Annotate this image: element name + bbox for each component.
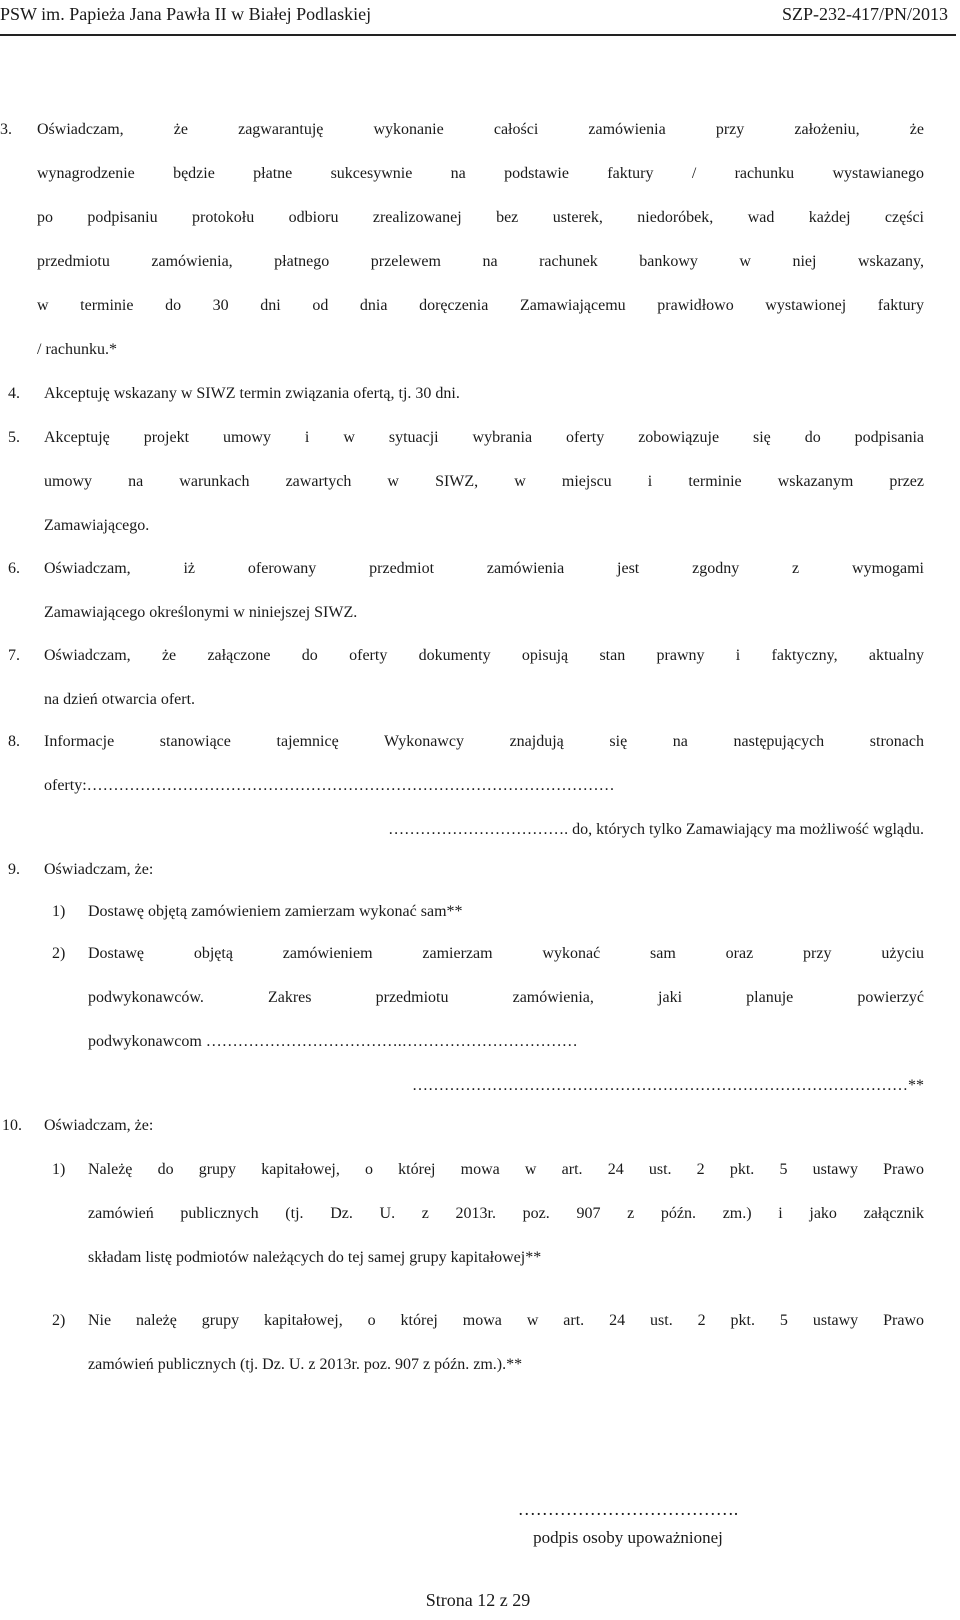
text-line: Należę do grupy kapitałowej, o której mowa w art. 24 ust. 2 pkt. 5 ustawy Prawo	[88, 1161, 924, 1178]
text-line: Informacje stanowiące tajemnicę Wykonawcy znajdują się na następujących stronach	[44, 733, 924, 750]
paragraph-body	[44, 634, 924, 722]
text-line: Oświadczam, że zagwarantuję wykonanie całości zamówienia przy założeniu, że	[37, 121, 924, 138]
text-line: podwykonawcom ……………………………….……………………………	[88, 1033, 578, 1050]
paragraph-number: 8.	[8, 733, 20, 750]
text-line: Oświadczam, że:	[44, 1117, 154, 1134]
paragraph-number: 6.	[8, 560, 20, 577]
subitem-number: 1)	[52, 1161, 66, 1178]
text-line: Oświadczam, że załączone do oferty dokumenty opisują stan prawny i faktyczny, aktualny	[44, 647, 924, 664]
header-reference: SZP-232-417/PN/2013	[781, 4, 948, 24]
subitem-number: 2)	[52, 1312, 66, 1329]
text-line: po podpisaniu protokołu odbioru zrealizowanej bez usterek, niedoróbek, wad każdej części	[37, 209, 924, 226]
paragraph-number: 7.	[8, 647, 20, 664]
paragraph-body	[44, 720, 924, 852]
signature-block	[408, 1495, 848, 1553]
paragraph-number: 10.	[2, 1117, 22, 1134]
page-number: Strona 12 z 29	[425, 1590, 531, 1610]
text-line: w terminie do 30 dni od dnia doręczenia Zamawiającemu prawidłowo wystawionej faktury	[37, 297, 924, 314]
paragraph-number: 3.	[0, 121, 12, 138]
text-line: Oświadczam, iż oferowany przedmiot zamówienia jest zgodny z wymogami	[44, 560, 924, 577]
text-line: Dostawę objętą zamówieniem zamierzam wykonać sam oraz przy użyciu	[88, 945, 924, 962]
signature-line: ……………………………….	[517, 1499, 739, 1519]
text-line: ……………………………. do, których tylko Zamawiający ma możliwość wglądu.	[388, 821, 924, 838]
subitem-number: 2)	[52, 945, 66, 962]
text-line: Nie należę grupy kapitałowej, o której mowa w art. 24 ust. 2 pkt. 5 ustawy Prawo	[88, 1312, 924, 1329]
subitem-body	[88, 890, 924, 934]
text-line: umowy na warunkach zawartych w SIWZ, w miejscu i terminie wskazanym przez	[44, 473, 924, 490]
paragraph-body	[44, 1104, 924, 1148]
paragraph-body	[44, 848, 924, 892]
text-line: Akceptuję wskazany w SIWZ termin związania ofertą, tj. 30 dni.	[44, 385, 460, 402]
paragraph-body	[44, 416, 924, 548]
text-line: Dostawę objętą zamówieniem zamierzam wykonać sam**	[88, 903, 463, 920]
header-institution: PSW im. Papieża Jana Pawła II w Białej Podlaskiej	[0, 4, 372, 24]
subitem-body	[88, 1299, 924, 1387]
paragraph-body	[44, 547, 924, 635]
text-line: Zamawiającego.	[44, 517, 150, 534]
paragraph-number: 5.	[8, 429, 20, 446]
subitem-number: 1)	[52, 903, 66, 920]
text-line: przedmiotu zamówienia, płatnego przelewem na rachunek bankowy w niej wskazany,	[37, 253, 924, 270]
text-line: Zamawiającego określonymi w niniejszej SIWZ.	[44, 604, 358, 621]
paragraph-body	[37, 108, 924, 372]
text-line: podwykonawców. Zakres przedmiotu zamówienia, jaki planuje powierzyć	[88, 989, 924, 1006]
text-line: zamówień publicznych (tj. Dz. U. z 2013r. poz. 907 z późn. zm.).**	[88, 1356, 523, 1373]
subitem-body	[88, 1148, 924, 1280]
text-line: oferty:………………………………………………………………………………………	[44, 777, 615, 794]
text-line: składam listę podmiotów należących do tej samej grupy kapitałowej**	[88, 1249, 542, 1266]
text-line: Oświadczam, że:	[44, 861, 154, 878]
signature-label: podpis osoby upoważnionej	[533, 1528, 723, 1547]
text-line: na dzień otwarcia ofert.	[44, 691, 196, 708]
subitem-body	[88, 932, 924, 1108]
text-line: / rachunku.*	[37, 341, 117, 358]
paragraph-body	[44, 372, 924, 416]
text-line: …………………………………………………………………………………**	[412, 1077, 924, 1094]
page-header	[0, 0, 956, 36]
paragraph-number: 9.	[8, 861, 20, 878]
text-line: zamówień publicznych (tj. Dz. U. z 2013r. poz. 907 z późn. zm.) i jako załącznik	[88, 1205, 924, 1222]
text-line: Akceptuję projekt umowy i w sytuacji wybrania oferty zobowiązuje się do podpisania	[44, 429, 924, 446]
paragraph-number: 4.	[8, 385, 20, 402]
text-line: wynagrodzenie będzie płatne sukcesywnie na podstawie faktury / rachunku wystawianego	[37, 165, 924, 182]
